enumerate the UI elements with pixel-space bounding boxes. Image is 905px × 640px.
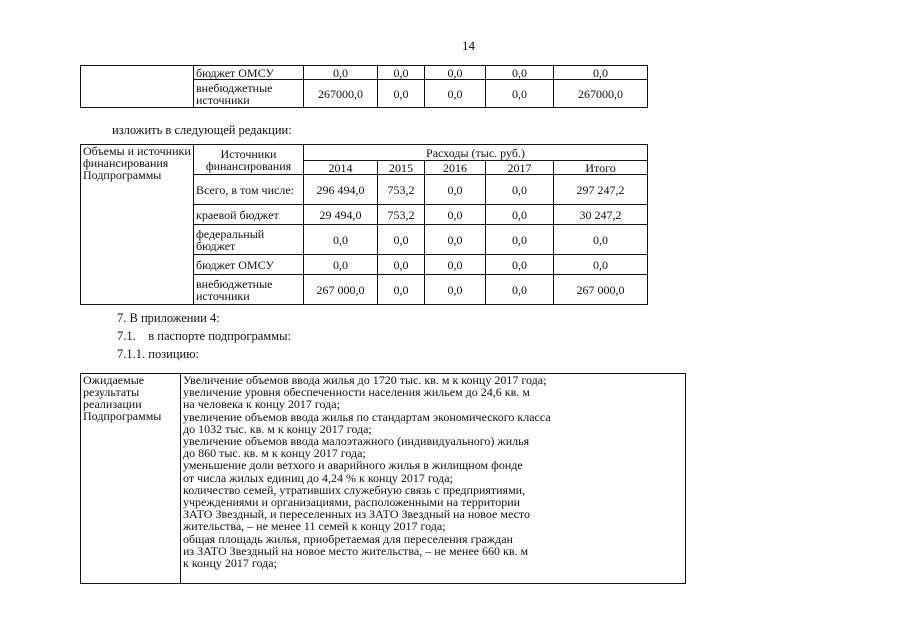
value-cell: 0,0 [425,255,486,275]
result-line: ЗАТО Звездный, и переселенных из ЗАТО Звездный на новое место [183,507,530,522]
value-cell: 0,0 [378,66,425,80]
value-cell: 0,0 [486,225,554,255]
value-cell: 0,0 [486,66,554,80]
value-cell: 0,0 [304,255,378,275]
result-line: увеличение уровня обеспеченности населения жильем до 24,6 кв. м [183,385,530,400]
result-line: учреждениями и организациями, расположенными на территории [183,495,521,510]
table-row [81,66,648,80]
year-header: 2016 [425,161,486,175]
value-cell: 0,0 [378,255,425,275]
row-label: Всего, в том числе: [194,175,304,205]
value-cell: 753,2 [378,175,425,205]
value-cell: 0,0 [304,66,378,80]
result-line: общая площадь жилья, приобретаемая для переселения граждан [183,531,513,546]
value-cell: 0,0 [486,205,554,225]
table-row [81,145,648,161]
value-cell: 0,0 [554,225,648,255]
result-line: из ЗАТО Звездный на новое место жительства, – не менее 660 кв. м [183,543,529,558]
result-line: количество семей, утративших служебную связь с предприятиями, [183,482,526,497]
value-cell: 0,0 [486,175,554,205]
total-header: Итого [554,161,648,175]
old-financing-table [80,65,648,108]
year-header: 2014 [304,161,378,175]
row-label: федеральный бюджет [194,225,304,255]
value-cell: 0,0 [486,275,554,305]
value-cell: 0,0 [554,255,648,275]
value-cell: 753,2 [378,205,425,225]
result-line: к концу 2017 года; [183,556,277,571]
value-cell: 0,0 [425,66,486,80]
result-line: до 1032 тыс. кв. м к концу 2017 года; [183,421,372,436]
value-cell: 0,0 [554,66,648,80]
value-cell: 296 494,0 [304,175,378,205]
value-cell: 0,0 [425,275,486,305]
item-7-1-1: 7.1.1. позицию: [117,347,200,361]
item-7: 7. В приложении 4: [117,311,220,325]
row-label: бюджет ОМСУ [194,255,304,275]
result-line: от числа жилых единиц до 4,24 % к концу 2017 года; [183,470,453,485]
value-cell: 0,0 [378,275,425,305]
value-cell: 0,0 [486,255,554,275]
result-line: жительства, – не менее 11 семей к концу 2017 года; [183,519,446,534]
row-label: краевой бюджет [194,205,304,225]
result-line: Увеличение объемов ввода жилья до 1720 тыс. кв. м к концу 2017 года; [183,373,547,387]
row-label: бюджет ОМСУ [194,66,304,80]
page-number: 14 [462,38,475,53]
results-text [181,374,686,584]
value-cell: 267 000,0 [304,275,378,305]
row-label-cell: Объемы и источники финансирования Подпрограммы [81,145,194,305]
table-row [81,80,648,108]
result-line: увеличение объемов ввода жилья по стандартам экономического класса [183,409,551,424]
value-cell: 267 000,0 [554,275,648,305]
value-cell: 0,0 [425,80,486,108]
value-cell: 267000,0 [304,80,378,108]
year-header: 2015 [378,161,425,175]
value-cell: 0,0 [378,225,425,255]
result-line: уменьшение доли ветхого и аварийного жилья в жилищном фонде [183,458,523,473]
value-cell: 29 494,0 [304,205,378,225]
value-cell: 0,0 [378,80,425,108]
value-cell: 0,0 [425,175,486,205]
sources-header: Источники финансирования [194,145,304,175]
row-label: внебюджетные источники [194,275,304,305]
new-financing-table [80,144,648,305]
year-header: 2017 [486,161,554,175]
empty-cell [81,80,194,108]
expected-results-table [80,373,686,584]
value-cell: 30 247,2 [554,205,648,225]
value-cell: 0,0 [425,225,486,255]
table-row [81,374,686,584]
value-cell: 0,0 [425,205,486,225]
item-7-1: 7.1. в паспорте подпрограммы: [117,329,291,343]
value-cell: 297 247,2 [554,175,648,205]
results-label: Ожидаемые результаты реализации Подпрограммы [81,374,181,584]
intro-paragraph: изложить в следующей редакции: [112,123,292,137]
empty-cell [81,66,194,80]
value-cell: 267000,0 [554,80,648,108]
result-line: увеличение объемов ввода малоэтажного (индивидуального) жилья [183,434,530,449]
row-label: внебюджетные источники [194,80,304,108]
result-line: на человека к концу 2017 года; [183,397,340,412]
expenses-header: Расходы (тыс. руб.) [304,145,648,161]
result-line: до 860 тыс. кв. м к концу 2017 года; [183,446,366,461]
value-cell: 0,0 [304,225,378,255]
value-cell: 0,0 [486,80,554,108]
